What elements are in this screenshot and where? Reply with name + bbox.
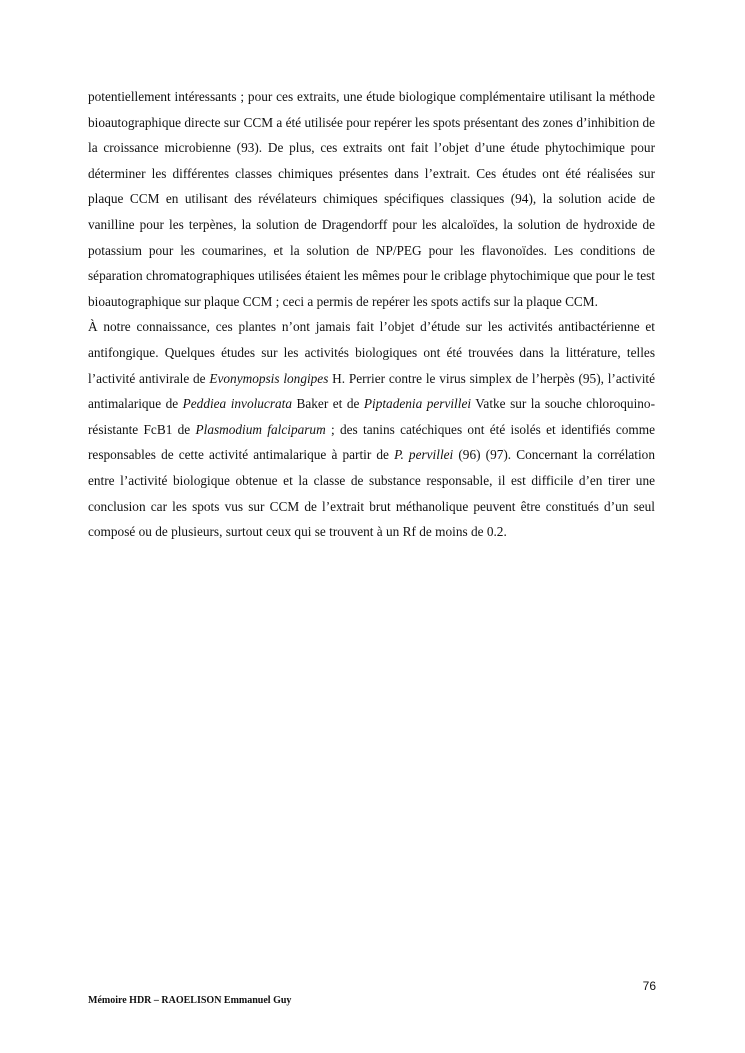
paragraph-2-text-1: À notre connaissance, ces plantes n’ont jamais fait l’objet d’étude sur les activités antibactérienne et antifongique. Quelques études sur les activités biologiques ont été trouvées dans la littérature, telles l’activité antivirale de [88, 319, 655, 386]
page-number: 76 [642, 979, 656, 993]
paragraph-1: potentiellement intéressants ; pour ces extraits, une étude biologique complémentaire utilisant la méthode bioautographique directe sur CCM a été utilisée pour repérer les spots présentant des zones d’inhibition de la croissance microbienne (93). De plus, ces extraits ont fait l’objet d’une étude phytochimique pour déterminer les différentes classes chimiques présentes dans l’extrait. Ces études ont été réalisées sur plaque CCM en utilisant des révélateurs chimiques spécifiques classiques (94), la solution acide de vanilline pour les terpènes, la solution de Dragendorff pour les alcaloïdes, la solution de hydroxide de potassium pour les coumarines, et la solution de NP/PEG pour les flavonoïdes. Les conditions de séparation chromatographiques utilisées étaient les mêmes pour le criblage phytochimique que pour le test bioautographique sur plaque CCM ; ceci a permis de repérer les spots actifs sur la plaque CCM. [88, 89, 655, 309]
page-footer: Mémoire HDR – RAOELISON Emmanuel Guy [88, 995, 292, 1006]
paragraph-2-text-5: ; des tanins catéchiques ont été isolés et identifiés comme responsables de cette activité antimalarique à partir de [88, 421, 655, 463]
body-text [88, 84, 655, 545]
species-evonymopsis-longipes: Evonymopsis longipes [209, 370, 329, 386]
species-p-pervillei: P. pervillei [394, 447, 454, 463]
species-plasmodium-falciparum: Plasmodium falciparum [195, 421, 326, 437]
species-piptadenia-pervillei: Piptadenia pervillei [363, 396, 472, 412]
paragraph-2-text-6: (96) (97). Concernant la corrélation entre l’activité biologique obtenue et la classe de substance responsable, il est difficile d’en tirer une conclusion car les spots vus sur CCM de l’extrait brut méthanolique peuvent être constitués d’un seul composé ou de plusieurs, surtout ceux qui se trouvent à un Rf de moins de 0.2. [88, 447, 655, 540]
paragraph-2-text-2: H. Perrier contre le virus simplex de l’herpès (95), l’activité antimalarique de [88, 370, 655, 412]
species-peddiea-involucrata: Peddiea involucrata [182, 396, 293, 412]
paragraph-2 [88, 314, 655, 544]
paragraph-2-text-4: Vatke sur la souche chloroquino-résistante FcB1 de [88, 396, 655, 437]
paragraph-2-text-3: Baker et de [292, 396, 364, 412]
